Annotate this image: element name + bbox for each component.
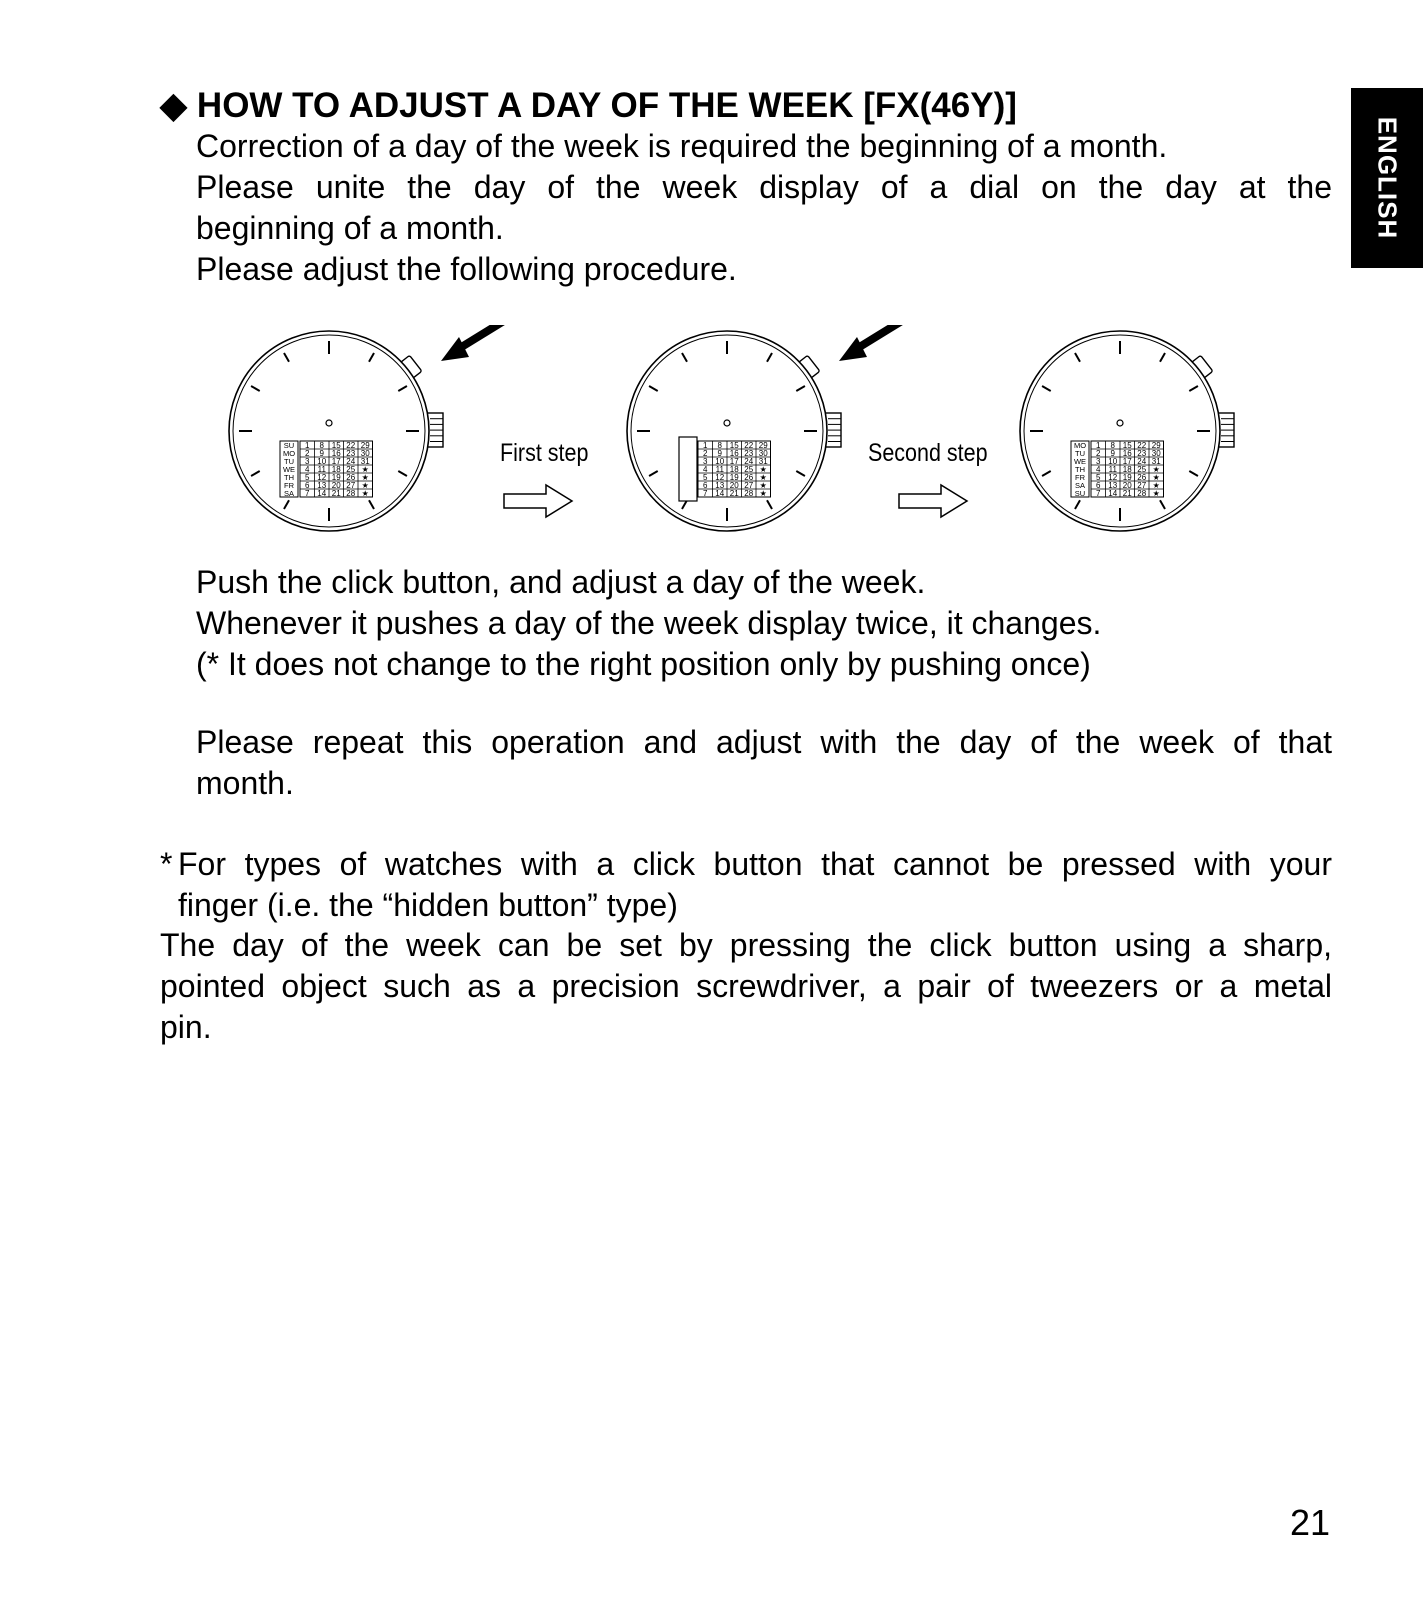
date-number: 1 xyxy=(1096,441,1101,450)
date-number: 26 xyxy=(346,473,356,482)
date-number: 16 xyxy=(1122,449,1132,458)
date-number: 24 xyxy=(744,457,754,466)
day-label: MO xyxy=(282,449,296,458)
repeat-line-2: month. xyxy=(196,765,294,801)
repeat-line-1: Please repeat this operation and adjust with the day of the week of that xyxy=(196,724,1332,760)
second-step-label: Second step xyxy=(868,439,988,467)
watch-dial-2 xyxy=(627,325,905,531)
date-number: 23 xyxy=(1137,449,1147,458)
date-number: 15 xyxy=(1122,441,1132,450)
date-number: 8 xyxy=(319,441,324,450)
hidden-button-note xyxy=(160,844,1332,926)
date-number: 15 xyxy=(331,441,341,450)
date-number: ★ xyxy=(1152,465,1160,474)
date-number: 28 xyxy=(346,489,356,498)
date-number: 31 xyxy=(360,457,370,466)
date-number: ★ xyxy=(759,489,767,498)
date-number: 3 xyxy=(305,457,310,466)
day-label: FR xyxy=(284,481,294,490)
language-tab xyxy=(1351,88,1423,268)
repeat-paragraph xyxy=(196,722,1332,804)
watch-dial-3 xyxy=(1020,331,1234,531)
adjustment-figure xyxy=(228,325,1268,550)
date-number: 6 xyxy=(1096,481,1101,490)
day-label: SU xyxy=(283,441,295,450)
closing-paragraph xyxy=(160,925,1332,1048)
date-number: 29 xyxy=(758,441,768,450)
closing-line-1: The day of the week can be set by pressing the click button using a sharp, xyxy=(160,927,1332,963)
date-number: 12 xyxy=(715,473,725,482)
watch-dial-1 xyxy=(229,325,507,531)
watch-case xyxy=(627,331,827,531)
page-number: 21 xyxy=(1290,1502,1331,1543)
center-pin xyxy=(724,420,730,426)
date-number: 10 xyxy=(1108,457,1118,466)
date-number: 11 xyxy=(1108,465,1117,474)
day-label: SA xyxy=(283,489,295,498)
date-number: 1 xyxy=(703,441,708,450)
date-number: 8 xyxy=(1110,441,1115,450)
step-arrow-icon-1 xyxy=(504,485,572,517)
intro-line-1: Correction of a day of the week is required the beginning of a month. xyxy=(196,128,1168,164)
date-number: 11 xyxy=(715,465,724,474)
closing-line-2: pointed object such as a precision screwdriver, a pair of tweezers or a metal xyxy=(160,968,1332,1004)
center-pin xyxy=(1117,420,1123,426)
day-label: WE xyxy=(1073,457,1087,466)
date-number: 30 xyxy=(360,449,370,458)
date-number: 9 xyxy=(319,449,324,458)
date-number: 4 xyxy=(305,465,310,474)
date-number: 10 xyxy=(317,457,327,466)
date-number: 24 xyxy=(1137,457,1147,466)
date-number: 19 xyxy=(331,473,341,482)
date-number: 21 xyxy=(331,489,341,498)
date-number: 4 xyxy=(703,465,708,474)
date-number: 19 xyxy=(1122,473,1132,482)
day-label: FR xyxy=(1075,473,1085,482)
date-number: 7 xyxy=(305,489,310,498)
date-number: 8 xyxy=(717,441,722,450)
watch-case xyxy=(229,331,429,531)
instruction-line-3: (* It does not change to the right position only by pushing once) xyxy=(196,646,1091,682)
date-number: 25 xyxy=(346,465,356,474)
date-number: 13 xyxy=(317,481,327,490)
date-number: 12 xyxy=(317,473,327,482)
date-number: ★ xyxy=(361,489,369,498)
date-number: 7 xyxy=(703,489,708,498)
day-label: TU xyxy=(284,457,294,466)
date-number: 5 xyxy=(305,473,310,482)
date-number: 9 xyxy=(717,449,722,458)
date-number: 1 xyxy=(305,441,310,450)
date-number: ★ xyxy=(759,473,767,482)
date-number: 27 xyxy=(346,481,356,490)
center-pin xyxy=(326,420,332,426)
date-number: 21 xyxy=(1122,489,1132,498)
date-number: 15 xyxy=(729,441,739,450)
date-number: 20 xyxy=(1122,481,1132,490)
date-number: 22 xyxy=(744,441,754,450)
date-number: ★ xyxy=(361,481,369,490)
date-number: 13 xyxy=(715,481,725,490)
date-number: ★ xyxy=(361,465,369,474)
date-number: 22 xyxy=(1137,441,1147,450)
date-number: 9 xyxy=(1110,449,1115,458)
date-number: 30 xyxy=(1151,449,1161,458)
date-number: 23 xyxy=(346,449,356,458)
date-number: 14 xyxy=(1108,489,1118,498)
date-number: 17 xyxy=(729,457,739,466)
language-tab-label: ENGLISH xyxy=(1372,116,1403,240)
date-number: 14 xyxy=(317,489,327,498)
date-number: 25 xyxy=(744,465,754,474)
instruction-line-1: Push the click button, and adjust a day of the week. xyxy=(196,564,926,600)
diamond-bullet-icon: ◆ xyxy=(160,86,187,125)
note-line-2: finger (i.e. the “hidden button” type) xyxy=(178,887,678,923)
date-number: ★ xyxy=(1152,489,1160,498)
date-number: 18 xyxy=(331,465,341,474)
date-number: 28 xyxy=(744,489,754,498)
day-label: TH xyxy=(284,473,294,482)
date-number: 3 xyxy=(703,457,708,466)
date-number: 28 xyxy=(1137,489,1147,498)
section-heading-text: HOW TO ADJUST A DAY OF THE WEEK [FX(46Y)] xyxy=(196,86,1017,125)
date-number: 27 xyxy=(744,481,754,490)
date-number: 23 xyxy=(744,449,754,458)
intro-line-2: Please unite the day of the week display of a dial on the day at the xyxy=(196,169,1332,205)
date-number: 18 xyxy=(1122,465,1132,474)
date-number: 7 xyxy=(1096,489,1101,498)
date-number: 16 xyxy=(729,449,739,458)
date-number: 20 xyxy=(729,481,739,490)
date-number: 18 xyxy=(729,465,739,474)
day-label: WE xyxy=(282,465,296,474)
date-number: 19 xyxy=(729,473,739,482)
date-number: 26 xyxy=(1137,473,1147,482)
date-number: 4 xyxy=(1096,465,1101,474)
date-number: 14 xyxy=(715,489,725,498)
date-number: 26 xyxy=(744,473,754,482)
date-number: 17 xyxy=(1122,457,1132,466)
date-number: 31 xyxy=(758,457,768,466)
first-step-label: First step xyxy=(500,439,589,467)
date-number: 5 xyxy=(703,473,708,482)
instructions-paragraph xyxy=(196,562,1332,685)
section-heading xyxy=(160,86,1017,126)
date-number: 17 xyxy=(331,457,341,466)
day-label: TH xyxy=(1075,465,1085,474)
watch-case xyxy=(1020,331,1220,531)
date-number: ★ xyxy=(1152,481,1160,490)
intro-paragraph xyxy=(196,126,1332,290)
date-number: 6 xyxy=(305,481,310,490)
date-number: 11 xyxy=(317,465,326,474)
date-number: 5 xyxy=(1096,473,1101,482)
date-number: 10 xyxy=(715,457,725,466)
date-number: 21 xyxy=(729,489,739,498)
day-label: SU xyxy=(1074,489,1086,498)
date-number: 2 xyxy=(703,449,708,458)
date-number: 27 xyxy=(1137,481,1147,490)
date-number: ★ xyxy=(1152,473,1160,482)
date-number: ★ xyxy=(759,481,767,490)
closing-line-3: pin. xyxy=(160,1009,212,1045)
date-number: 2 xyxy=(1096,449,1101,458)
day-label: MO xyxy=(1073,441,1087,450)
date-number: ★ xyxy=(759,465,767,474)
note-asterisk: * xyxy=(160,846,173,882)
instruction-line-2: Whenever it pushes a day of the week display twice, it changes. xyxy=(196,605,1102,641)
date-number: 20 xyxy=(331,481,341,490)
day-label: SA xyxy=(1074,481,1086,490)
date-number: 6 xyxy=(703,481,708,490)
date-number: 29 xyxy=(360,441,370,450)
intro-line-3: beginning of a month. xyxy=(196,210,504,246)
note-line-1: For types of watches with a click button that cannot be pressed with your xyxy=(178,846,1332,882)
intro-line-4: Please adjust the following procedure. xyxy=(196,251,737,287)
watch-dials-diagram xyxy=(228,325,1268,550)
step-arrow-icon-2 xyxy=(899,485,967,517)
moving-day-column xyxy=(679,437,697,501)
date-number: 31 xyxy=(1151,457,1161,466)
date-number: ★ xyxy=(361,473,369,482)
date-number: 2 xyxy=(305,449,310,458)
date-number: 29 xyxy=(1151,441,1161,450)
date-number: 25 xyxy=(1137,465,1147,474)
date-number: 22 xyxy=(346,441,356,450)
date-number: 13 xyxy=(1108,481,1118,490)
date-number: 24 xyxy=(346,457,356,466)
day-label: TU xyxy=(1075,449,1085,458)
date-number: 3 xyxy=(1096,457,1101,466)
date-number: 12 xyxy=(1108,473,1118,482)
date-number: 30 xyxy=(758,449,768,458)
date-number: 16 xyxy=(331,449,341,458)
